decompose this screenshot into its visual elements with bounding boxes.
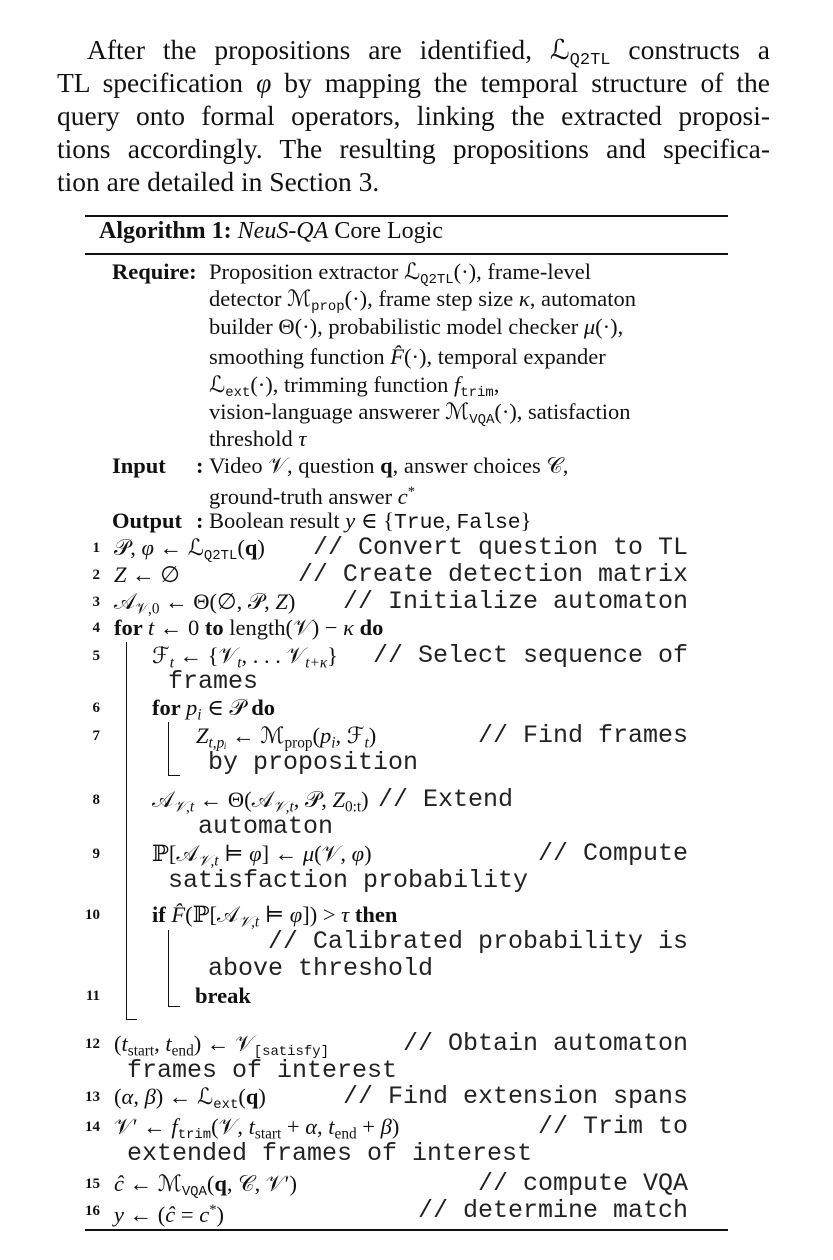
math-text: } (520, 508, 532, 533)
subscript: 𝒱,t (173, 798, 195, 816)
require-line (209, 425, 306, 452)
math-text: After the propositions are identified, ℒ (87, 34, 570, 65)
math-text: , automaton (529, 286, 636, 311)
math-text: F̂ (390, 344, 404, 369)
line-number: 13 (85, 1089, 100, 1105)
math-text: , 𝒞, 𝒱′) (226, 1171, 297, 1196)
line-statement (152, 642, 338, 672)
math-text: φ (249, 841, 262, 866)
output-colon: : (196, 508, 204, 533)
line-number: 14 (85, 1119, 100, 1135)
math-text: True (393, 511, 446, 535)
line-statement (152, 786, 369, 816)
math-text: t (165, 1031, 172, 1056)
subscript: ext (213, 1097, 239, 1114)
paragraph-line (57, 165, 770, 198)
algorithm-name: NeuS-QA (237, 218, 329, 244)
math-text: Proposition extractor ℒ (209, 259, 421, 284)
line-comment: // Trim to (537, 1112, 688, 1141)
math-text: ground-truth answer (209, 484, 398, 510)
math-text: ) (287, 589, 296, 614)
subscript: i (331, 734, 336, 752)
line-statement (114, 614, 383, 641)
line-comment: // Select sequence of (372, 641, 688, 670)
subscript: prop (311, 299, 345, 316)
math-text: ) ← ℒ (155, 1084, 214, 1109)
math-text: ← ∅ (126, 562, 180, 587)
subscript: end (171, 1042, 194, 1060)
line-number: 12 (85, 1036, 100, 1052)
line-statement (114, 588, 296, 618)
require-line (209, 343, 606, 370)
line-comment: // Create detection matrix (297, 560, 688, 589)
math-text: constructs a (610, 34, 770, 65)
line-comment-continuation: automaton (198, 812, 334, 841)
subscript: Q2TL (203, 548, 238, 565)
math-text: t (121, 1031, 128, 1056)
line-number: 9 (92, 846, 100, 862)
subscript: t,pᵢ (208, 734, 227, 752)
math-text: κ (343, 615, 354, 640)
math-text: detector ℳ (209, 286, 312, 311)
math-text: t (147, 615, 155, 640)
math-text: threshold (209, 426, 299, 451)
top-rule (85, 215, 728, 217)
math-text: Z (332, 787, 345, 812)
math-text: = (175, 1202, 200, 1228)
paragraph-line (57, 66, 770, 99)
output-label: Output (112, 508, 183, 533)
keyword: q (245, 1084, 259, 1109)
keyword: if (152, 902, 172, 927)
line-number: 6 (92, 700, 100, 716)
line-number: 4 (92, 620, 100, 636)
math-text: builder Θ(·), probabilistic model checker (209, 314, 584, 339)
math-text: F̂ (171, 902, 186, 927)
math-text: ĉ (165, 1202, 176, 1228)
line-statement (114, 1197, 225, 1228)
subscript: trim (460, 385, 494, 402)
math-text: ( (237, 535, 245, 560)
math-text: 𝒜 (114, 589, 136, 614)
math-text: ← ℒ (153, 535, 204, 560)
bottom-rule (85, 1229, 728, 1231)
math-text: ℒ (209, 372, 226, 397)
math-text: , 𝒫, (293, 787, 333, 812)
inner-for-block-end (168, 775, 180, 776)
math-text: (·), temporal expander (404, 344, 606, 369)
math-text: , (317, 1114, 329, 1139)
keyword: to (204, 615, 224, 640)
math-text: ← ℳ (226, 723, 285, 748)
math-text: ( (114, 1031, 122, 1056)
line-number: 7 (92, 728, 100, 744)
line-statement (152, 840, 372, 870)
line-statement (114, 1113, 400, 1144)
math-text: c (199, 1202, 210, 1228)
line-comment: // Obtain automaton (402, 1029, 688, 1058)
math-text: (𝒱, (211, 1114, 249, 1139)
math-text: t (328, 1114, 335, 1139)
math-text: (ℙ[𝒜 (185, 902, 239, 927)
line-comment: // Convert question to TL (312, 533, 688, 562)
inner-for-block-bar (168, 722, 169, 776)
math-text: , ℱ (335, 723, 365, 748)
math-text: ⊨ (218, 841, 250, 866)
input-colon: : (196, 453, 204, 478)
math-text: y (345, 508, 356, 533)
line-number: 1 (92, 540, 100, 556)
line-statement (114, 561, 180, 588)
math-text: f (454, 372, 461, 397)
math-text: f (171, 1114, 178, 1139)
math-text: Z (196, 723, 209, 748)
math-text: ← {𝒱 (173, 643, 238, 668)
math-text: ℙ[𝒜 (152, 841, 198, 866)
line-number: 16 (85, 1203, 100, 1219)
math-text: 𝒫, (114, 535, 142, 560)
math-text: smoothing function (209, 344, 391, 369)
math-text: y (114, 1202, 124, 1228)
subscript: start (127, 1042, 155, 1060)
line-statement (114, 1083, 266, 1114)
math-text: p (320, 723, 332, 748)
math-text: ← 0 (154, 615, 205, 640)
math-text: ) ← 𝒱 (193, 1031, 254, 1056)
input-line (209, 452, 568, 479)
math-text: ] ← (261, 841, 303, 866)
math-text: Boolean result (209, 508, 346, 533)
math-text: β (144, 1084, 156, 1109)
line-statement (152, 694, 275, 724)
math-text: ) (361, 787, 369, 812)
line-comment-continuation: extended frames of interest (127, 1139, 533, 1168)
math-text: c (397, 484, 408, 510)
line-number: 8 (92, 792, 100, 808)
line-comment: // Compute (537, 839, 688, 868)
math-text: ) (257, 535, 265, 560)
math-text: + (356, 1114, 381, 1139)
algorithm-title (99, 218, 443, 245)
math-text: Z (114, 562, 127, 587)
math-text: Video 𝒱, question (209, 453, 381, 478)
paragraph-line (57, 99, 770, 132)
for-block-bar (126, 642, 127, 1020)
math-text: ) (364, 841, 372, 866)
math-text: , (493, 372, 500, 397)
subscript: 𝒱,0 (135, 600, 160, 618)
math-text: ) (258, 1084, 266, 1109)
keyword: q (244, 535, 258, 560)
subscript: Q2TL (420, 272, 454, 289)
keyword: for (152, 695, 186, 720)
line-comment: // Find extension spans (342, 1082, 688, 1111)
if-block-bar (168, 930, 169, 1007)
input-line (209, 479, 416, 510)
math-text: α (305, 1114, 318, 1139)
line-statement (114, 534, 265, 565)
subscript: t (169, 654, 174, 672)
keyword: q (380, 453, 393, 478)
math-text: t (248, 1114, 255, 1139)
require-line (209, 313, 623, 340)
math-text: ∈ 𝒫 (201, 695, 252, 720)
math-text: φ (351, 841, 365, 866)
line-number: 15 (85, 1176, 100, 1192)
subscript: VQA (181, 1184, 207, 1201)
math-text: β (380, 1114, 392, 1139)
math-text: ⊨ (259, 902, 290, 927)
subscript: [satisfy] (253, 1044, 329, 1061)
keyword: then (349, 902, 398, 927)
math-text: ← Θ(∅, 𝒫, (159, 589, 276, 614)
math-text: by mapping the temporal structure of the (271, 67, 770, 98)
algorithm-label: Algorithm 1: (99, 218, 232, 244)
subscript: prop (284, 734, 313, 752)
if-block-end (168, 1006, 180, 1007)
math-text: ∈ { (355, 508, 394, 533)
line-comment-continuation: satisfaction probability (168, 866, 529, 895)
math-text: , answer choices 𝒞, (392, 453, 569, 478)
subscript: 𝒱,t (238, 913, 260, 931)
title-rule (85, 253, 728, 255)
math-text: + (281, 1114, 306, 1139)
line-comment: // Find frames (477, 721, 688, 750)
line-comment-continuation: frames of interest (127, 1056, 398, 1085)
math-text: ) (391, 1114, 400, 1139)
math-text: TL specification (57, 67, 257, 98)
math-text: τ (341, 902, 350, 927)
math-text: ( (206, 1171, 215, 1196)
math-text: (𝒱, (314, 841, 352, 866)
math-text: ĉ (114, 1171, 124, 1196)
math-text: ( (114, 1084, 122, 1109)
line-comment: // determine match (417, 1196, 688, 1225)
line-statement (196, 722, 377, 752)
subscript: i (197, 706, 202, 724)
line-comment: // Initialize automaton (342, 587, 688, 616)
math-text: Z (275, 589, 288, 614)
subscript: 𝒱,t (272, 798, 294, 816)
math-text: μ (583, 314, 596, 339)
math-text: φ (256, 67, 272, 98)
subscript: 0:t (344, 798, 362, 816)
subscript: t (364, 734, 369, 752)
math-text: p (185, 695, 198, 720)
math-text: length(𝒱) − (223, 615, 344, 640)
require-line (209, 285, 636, 316)
math-text: , . . . 𝒱 (241, 643, 306, 668)
math-text: ) (216, 1202, 225, 1228)
subscript: VQA (469, 412, 495, 429)
keyword: break (195, 983, 251, 1008)
subscript: trim (177, 1127, 212, 1144)
math-text: ← ( (124, 1202, 166, 1228)
require-line (209, 398, 631, 429)
line-comment-continuation: by proposition (208, 748, 419, 777)
math-text: ) (368, 723, 377, 748)
math-text: False (456, 511, 521, 535)
math-text: ( (238, 1084, 246, 1109)
line-statement (195, 982, 251, 1009)
math-text: κ (518, 286, 530, 311)
superscript: * (407, 484, 416, 500)
math-text: (·), (595, 314, 624, 339)
require-line (209, 258, 592, 289)
math-text: (·), frame-level (453, 259, 592, 284)
line-comment: // Extend (378, 785, 514, 814)
math-text: φ (289, 902, 303, 927)
line-number: 5 (92, 648, 100, 664)
math-text: ← ℳ (124, 1171, 182, 1196)
line-statement (114, 1030, 329, 1061)
subscript: Q2TL (569, 51, 611, 71)
line-number: 10 (85, 907, 100, 923)
keyword: do (251, 695, 275, 720)
subscript: end (334, 1125, 357, 1143)
math-text: } (327, 643, 338, 668)
line-statement (152, 901, 398, 931)
line-number: 3 (92, 594, 100, 610)
math-text: , (154, 1031, 166, 1056)
subscript: 𝒱,t (197, 852, 219, 870)
math-text: query onto formal operators, linking the extracted proposi- (57, 100, 770, 131)
math-text: 𝒱′ ← (114, 1114, 172, 1139)
subscript: ext (225, 385, 251, 402)
for-block-end (126, 1019, 137, 1020)
line-comment-continuation: above threshold (208, 954, 434, 983)
math-text: ]) > (302, 902, 342, 927)
math-text: ℱ (152, 643, 170, 668)
keyword: for (114, 615, 148, 640)
math-text: (·), frame step size (344, 286, 519, 311)
line-comment: // Calibrated probability is (267, 927, 688, 956)
subscript: t (237, 654, 242, 672)
line-comment: // compute VQA (477, 1169, 688, 1198)
math-text: , (445, 508, 457, 533)
math-text: α (121, 1084, 134, 1109)
math-text: φ (141, 535, 154, 560)
input-label: Input (112, 453, 166, 478)
math-text: , (133, 1084, 145, 1109)
math-text: τ (298, 426, 307, 451)
subscript: t+κ (305, 654, 328, 672)
output-line (209, 507, 531, 534)
math-text: (·), trimming function (250, 372, 455, 397)
line-statement (114, 1170, 297, 1201)
math-text: 𝒜 (152, 787, 174, 812)
line-number: 2 (92, 567, 100, 583)
math-text: ← Θ(𝒜 (194, 787, 273, 812)
require-label: Require: (112, 259, 197, 284)
superscript: * (209, 1202, 217, 1218)
keyword: do (353, 615, 384, 640)
math-text: μ (302, 841, 315, 866)
paragraph-line (57, 132, 770, 165)
math-text: ( (312, 723, 321, 748)
math-text: tions accordingly. The resulting propositions and specifica- (57, 133, 770, 164)
algorithm-title-suffix: Core Logic (334, 218, 443, 244)
line-comment-continuation: frames (168, 667, 259, 696)
subscript: start (254, 1125, 282, 1143)
math-text: (·), satisfaction (494, 399, 631, 424)
keyword: q (214, 1171, 227, 1196)
require-line (209, 371, 500, 402)
line-number: 11 (85, 988, 100, 1004)
math-text: tion are detailed in Section 3. (57, 166, 380, 197)
math-text: vision-language answerer ℳ (209, 399, 470, 424)
